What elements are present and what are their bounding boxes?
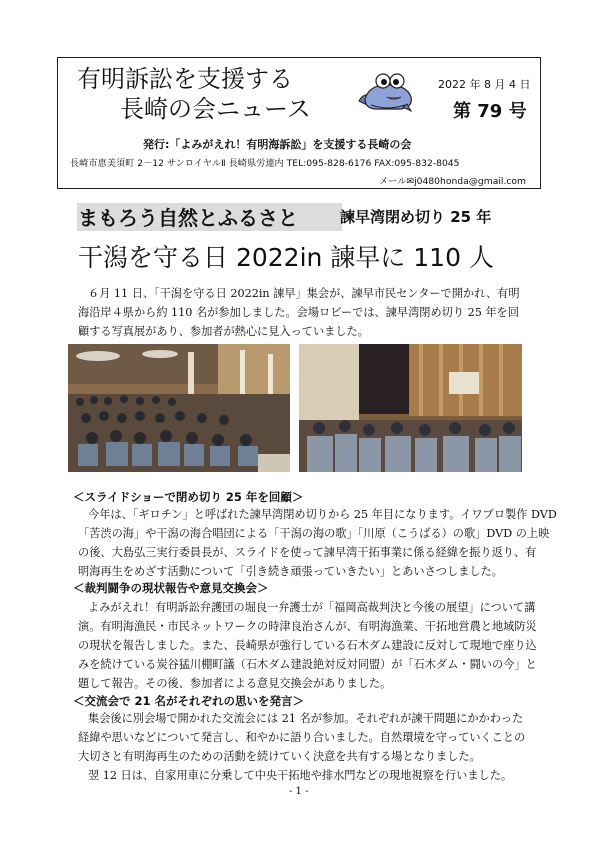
mascot-mudskipper-icon [357,71,417,113]
section-line: の後、大島弘三実行委員長が、スライドを使って諫早湾干拓事業に係る経緯を振り返り、有 [78,546,537,559]
section-heading-exchange-meeting: ＜交流会で 21 名がそれぞれの思いを発言＞ [73,694,305,708]
page-number: - 1 - [289,786,309,797]
section-heading-slideshow: ＜スライドショーで閉め切り 25 年を回顧＞ [73,490,304,504]
newsletter-title-line1: 有明訴訟を支援する [77,65,293,93]
section-line: 題して報告。その後、参加者による意見交換会がありました。 [78,677,392,690]
address-line: 長崎市恵美須町 2－12 サンロイヤルⅡ 長崎県労連内 TEL:095-828-6176 FAX:095-832-8045 [70,158,460,169]
section-line: 集会後に別会場で開かれた交流会には 21 名が参加。それぞれが諫干問題にかかわった [88,712,524,725]
article-title: 干潟を守る日 2022in 諫早に 110 人 [78,243,494,272]
section-line: 翌 12 日は、自家用車に分乗して中央干拓地や排水門などの現地視察を行いました。 [88,769,513,782]
audience-hall-photo [68,344,290,472]
section-line: 演。有明海漁民・市民ネットワークの時津良治さんが、有明海漁業、干拓地営農と地域防災 [78,620,537,633]
email-line: メール✉j0480honda@gmail.com [379,176,526,187]
section-line: 明海再生をめざす活動について「引き続き頑張っていきたい」とあいさつしました。 [78,565,503,578]
meeting-stage-photo [299,344,522,472]
newsletter-title-line2: 長崎の会ニュース [120,95,311,123]
intro-line: 顧する写真展があり、参加者が熱心に見入っていました。 [78,325,369,338]
publisher-line: 発行:「よみがえれ！有明海訴訟」を支援する長崎の会 [143,138,412,151]
intro-line: ６月 11 日、「干潟を守る日 2022in 諫早」集会が、諫早市民センターで開かれ、有明 [88,287,520,300]
issue-number: 第 79 号 [453,101,527,122]
section-line: 「苦渋の海」や干潟の海合唱団による「干潟の海の歌」「川原（こうばる）の歌」DVD の上映 [78,527,550,540]
section-line: よみがえれ！有明訴訟弁護団の堀良一弁護士が「福岡高裁判決と今後の展望」について講 [88,601,536,614]
section-line: 経緯や思いなどについて発言し、和やかに語り合いました。自然環境を守っていくことの [78,731,526,744]
section-line: みを続けている炭谷猛川棚町議（石木ダム建設絶対反対同盟）が「石木ダム・闘いの今」と [78,658,537,671]
section-heading-trial-report: ＜裁判闘争の現状報告や意見交換会＞ [73,581,269,595]
section-line: の現状を報告しました。また、長崎県が強行している石木ダム建設に反対して現地で座り込 [78,639,537,652]
headline-main: まもろう自然とふるさと [78,206,298,230]
intro-line: 海沿岸４県から約 110 名が参加しました。会場ロビーでは、諫早湾閉め切り 25 年を回 [78,306,519,319]
section-line: 今年は、「ギロチン」と呼ばれた諫早湾閉め切りから 25 年目になります。イワプロ製作 DVD [88,508,557,521]
section-line: 大切さと有明海再生のための活動を続けていく決意を共有する場となりました。 [78,750,481,763]
headline-sub: 諫早湾閉め切り 25 年 [340,208,492,226]
issue-date: 2022 年 8 月 4 日 [438,78,531,91]
